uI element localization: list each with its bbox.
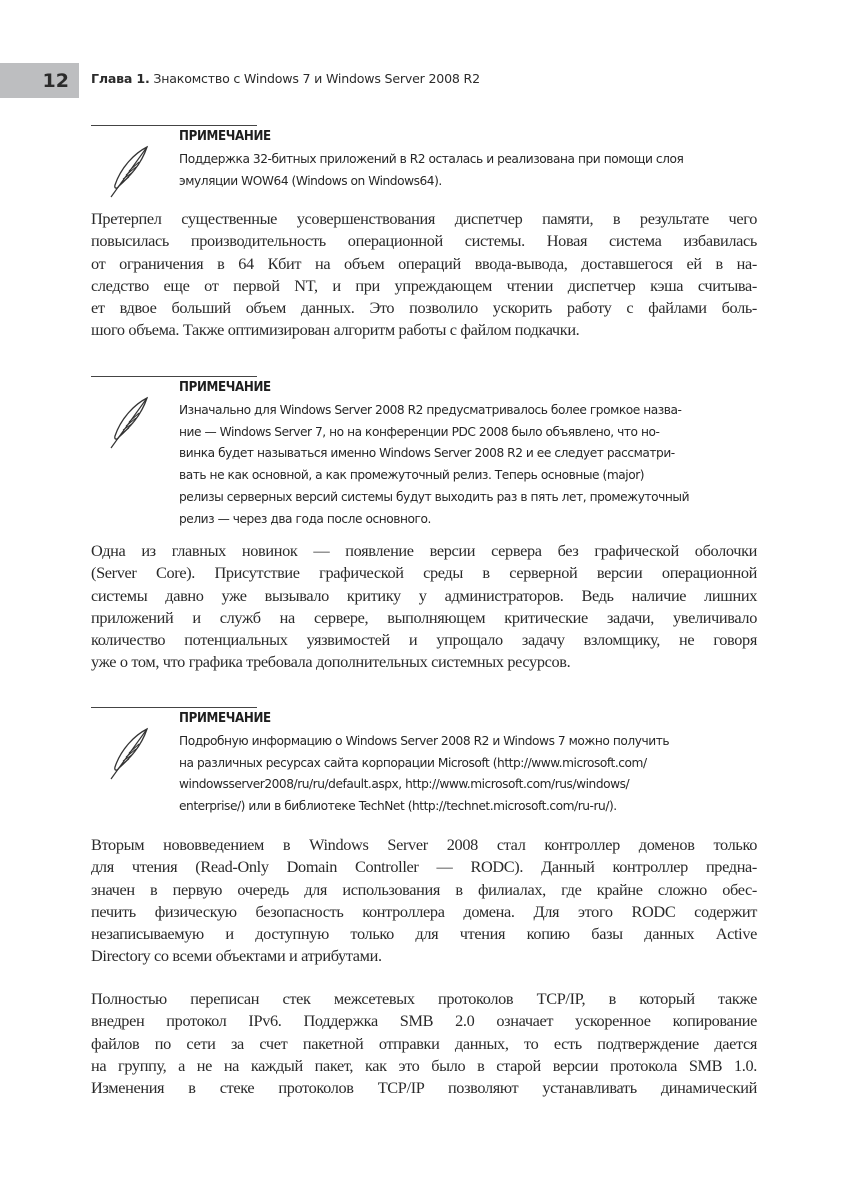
chapter-title: Знакомство с Windows 7 и Windows Server 2008 R2 [153, 71, 480, 86]
body-paragraph [91, 208, 757, 342]
note-line: релизы серверных версий системы будут выходить раз в пять лет, промежуточный [179, 489, 690, 504]
text-line: Полностью переписан стек межсетевых протоколов TCP/IP, в который также [91, 989, 757, 1008]
feather-quill-icon [107, 727, 151, 781]
note-divider [91, 707, 257, 708]
text-line: Претерпел существенные усовершенствования диспетчер памяти, в результате чего [91, 209, 757, 228]
note-line: Поддержка 32-битных приложений в R2 осталась и реализована при помощи слоя [179, 152, 684, 166]
chapter-label: Глава 1. [91, 71, 150, 86]
running-header [91, 71, 480, 86]
body-paragraph [91, 988, 757, 1099]
text-line: файлов по сети за счет пакетной отправки данных, то есть подтверждение дается [91, 1033, 757, 1053]
note-line: ние — Windows Server 7, но на конференции PDC 2008 было объявлено, что но- [179, 424, 660, 439]
text-line: Изменения в стеке протоколов TCP/IP позволяют устанавливать динамический [91, 1078, 757, 1098]
text-line: уже о том, что графика требовала дополнительных системных ресурсов. [91, 652, 571, 672]
note-line: релиз — через два года после основного. [179, 511, 431, 526]
text-line: количество потенциальных уязвимостей и упрощало задачу взломщику, не говоря [91, 630, 757, 650]
note-line: на различных ресурсах сайта корпорации Microsoft (http://www.microsoft.com/ [179, 755, 647, 770]
text-line: на группу, а не на каждый пакет, как это было в старой версии протокола SMB 1.0. [91, 1055, 757, 1075]
text-line: (Server Core). Присутствие графической среды в серверной версии операционной [91, 563, 757, 583]
note-title: ПРИМЕЧАНИЕ [179, 710, 271, 726]
note-line: винка будет называться именно Windows Server 2008 R2 и ее следует рассматри- [179, 446, 675, 461]
note-divider [91, 376, 257, 377]
text-line: незаписываемую и доступную только для чтения копию базы данных Active [91, 924, 757, 944]
note-title: ПРИМЕЧАНИЕ [179, 379, 271, 395]
text-line: Одна из главных новинок — появление версии сервера без графической оболочки [91, 541, 757, 560]
note-text [179, 731, 841, 818]
text-line: ет вдвое больший объем данных. Это позволило ускорить работу с файлами боль- [91, 298, 757, 318]
feather-quill-icon [107, 396, 151, 450]
note-line: Подробную информацию о Windows Server 2008 R2 и Windows 7 можно получить [179, 734, 670, 748]
text-line: приложений и служб на сервере, выполняющем критические задачи, увеличивало [91, 607, 757, 627]
text-line: Вторым нововведением в Windows Server 2008 стал контроллер доменов только [91, 835, 757, 854]
text-line: печить физическую безопасность контроллера домена. Для этого RODC содержит [91, 901, 757, 921]
text-line: следство еще от первой NT, и при упреждающем чтении диспетчер кэша считыва- [91, 275, 757, 295]
feather-quill-icon [107, 145, 151, 199]
note-title: ПРИМЕЧАНИЕ [179, 128, 271, 144]
page-number: 12 [0, 63, 79, 98]
note-text [179, 149, 841, 192]
text-line: системы давно уже вызывало критику у администраторов. Ведь наличие лишних [91, 585, 757, 605]
note-line: эмуляции WOW64 (Windows on Windows64). [179, 173, 442, 188]
text-line: от ограничения в 64 Кбит на объем операций ввода-вывода, доставшегося ей в на- [91, 253, 757, 273]
note-line: вать не как основной, а как промежуточный релиз. Теперь основные (major) [179, 468, 645, 483]
text-line: шого объема. Также оптимизирован алгоритм работы с файлом подкачки. [91, 320, 580, 340]
note-line: windowsserver2008/ru/ru/default.aspx, http://www.microsoft.com/rus/windows/ [179, 777, 630, 792]
note-line: Изначально для Windows Server 2008 R2 предусматривалось более громкое назва- [179, 403, 682, 417]
note-line: enterprise/) или в библиотеке TechNet (http://technet.microsoft.com/ru-ru/). [179, 799, 617, 814]
text-line: повысилась производительность операционной системы. Новая система избавилась [91, 231, 757, 251]
text-line: Directory со всеми объектами и атрибутами. [91, 946, 382, 966]
text-line: внедрен протокол IPv6. Поддержка SMB 2.0 означает ускоренное копирование [91, 1011, 757, 1031]
text-line: для чтения (Read-Only Domain Controller — RODC). Данный контроллер предна- [91, 857, 757, 877]
note-text [179, 400, 841, 530]
body-paragraph [91, 540, 757, 674]
note-divider [91, 125, 257, 126]
body-paragraph [91, 834, 757, 968]
text-line: значен в первую очередь для использования в филиалах, где крайне сложно обес- [91, 879, 757, 899]
